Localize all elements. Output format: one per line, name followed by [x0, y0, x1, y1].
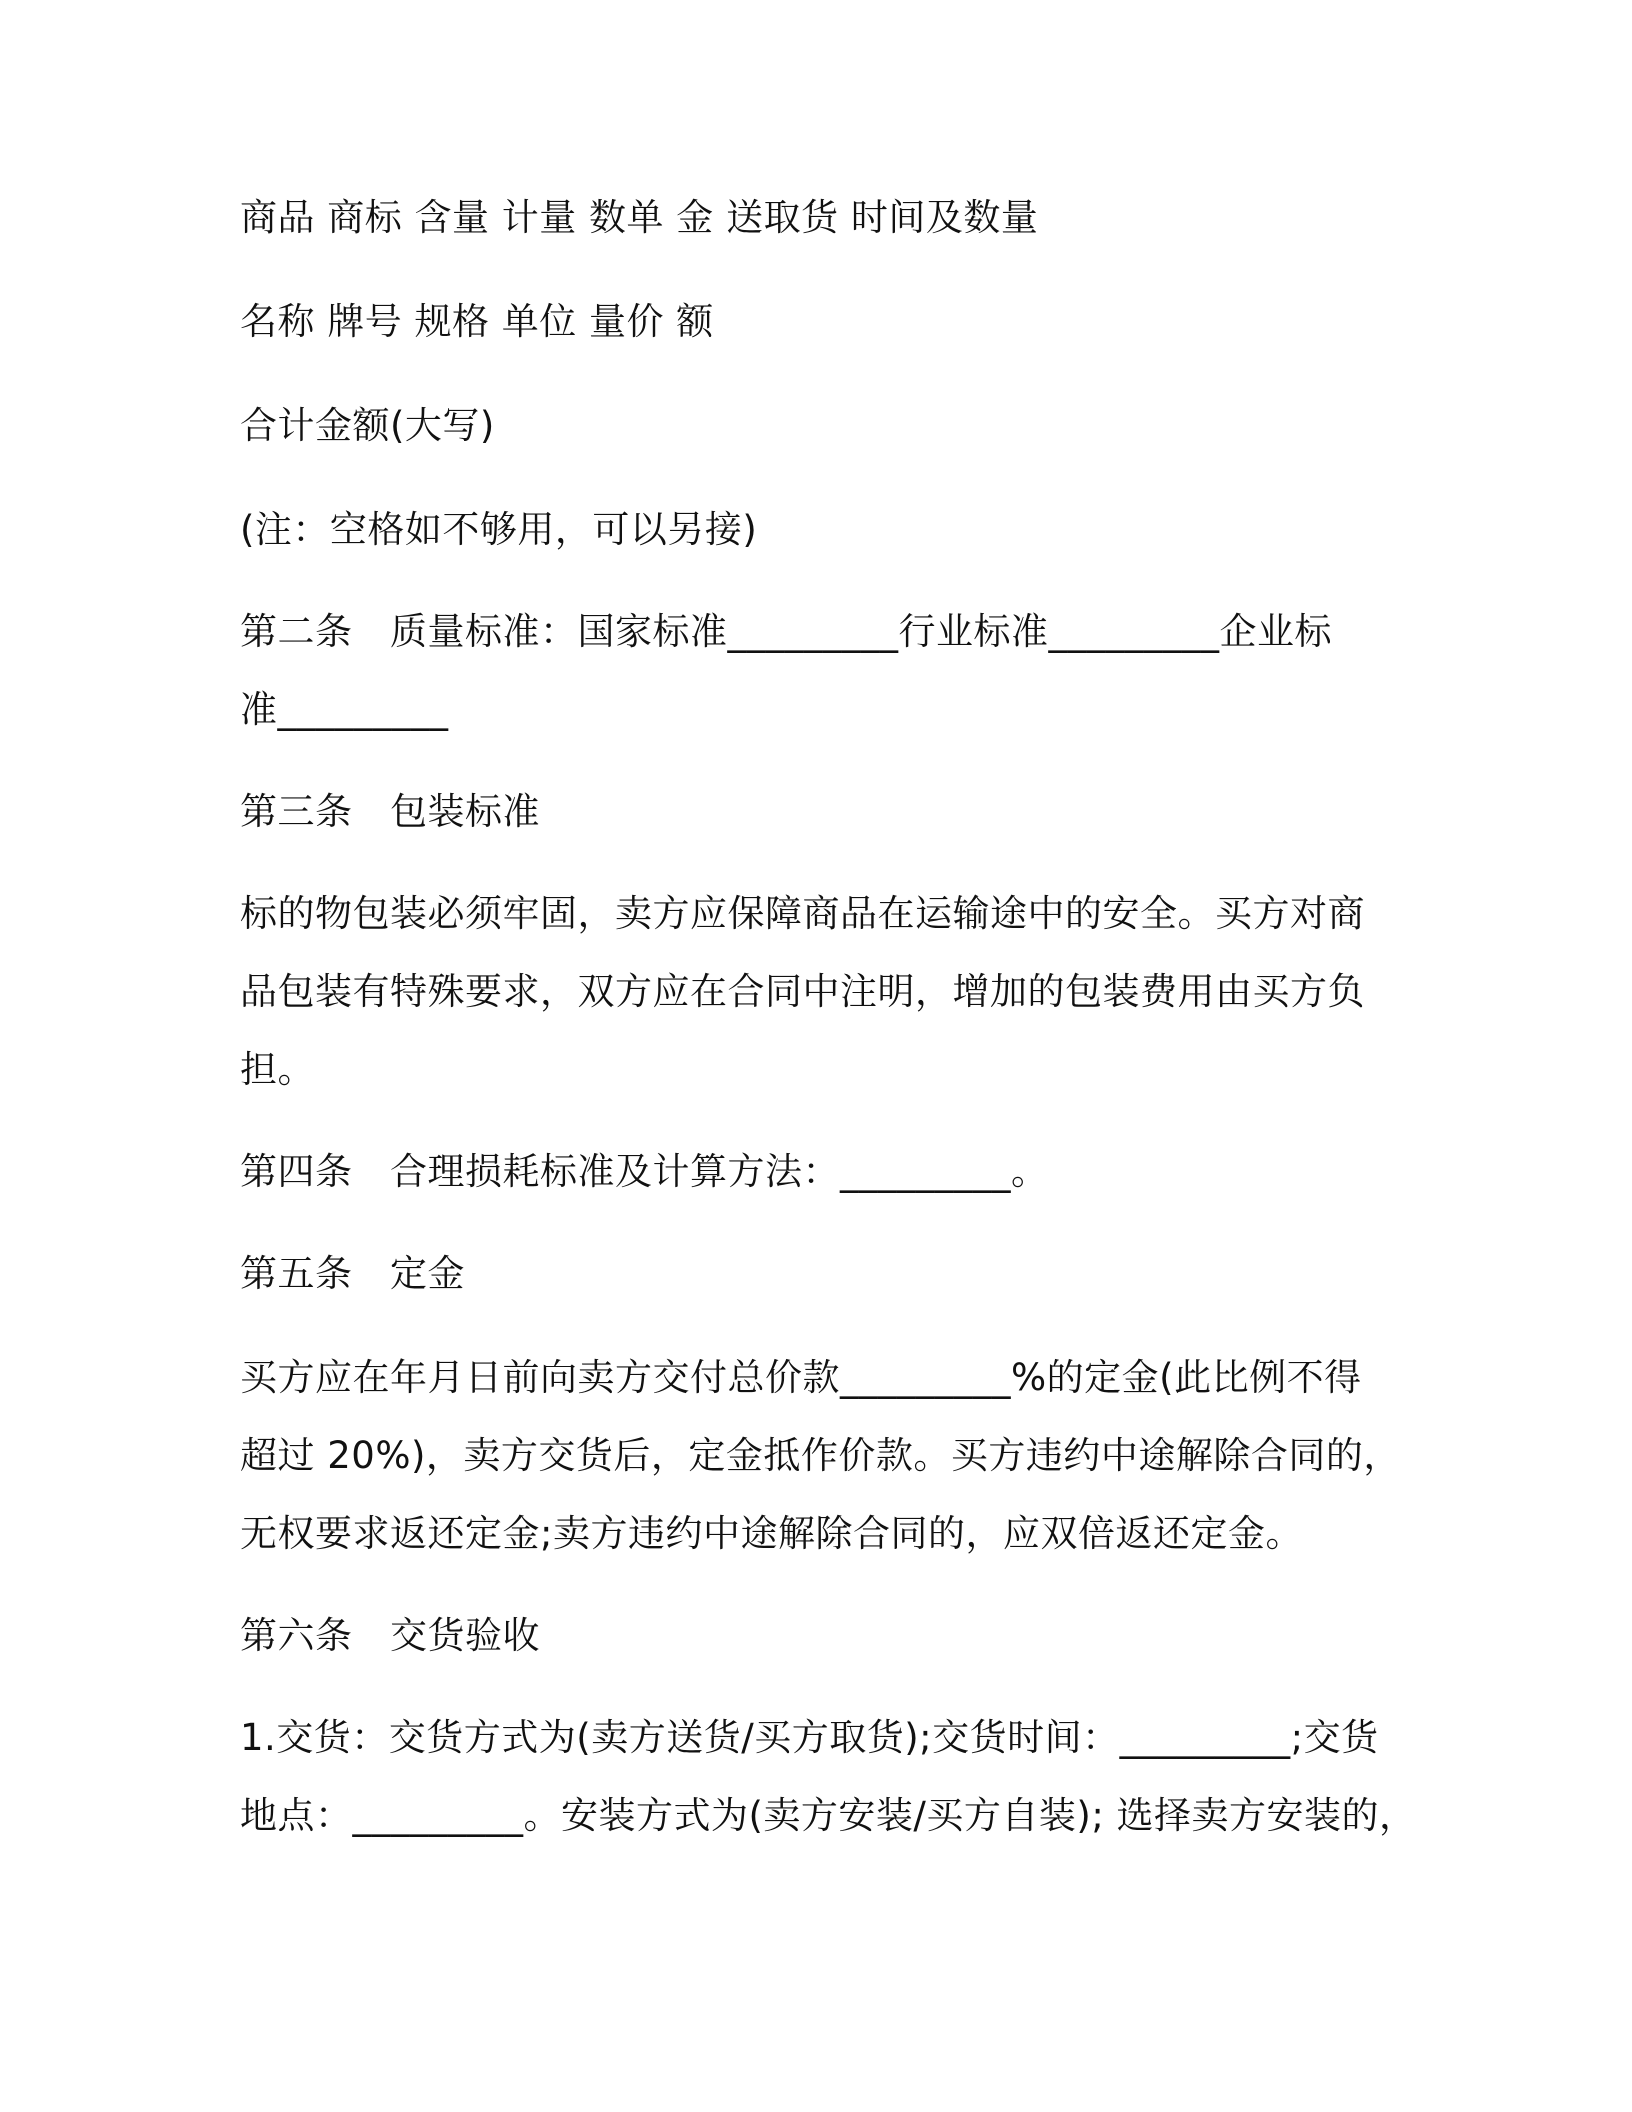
article-2-quality-standard: 第二条 质量标准：国家标准_________行业标准_________企业标 [240, 610, 1332, 653]
table-header-row-2: 名称 牌号 规格 单位 量价 额 [240, 300, 714, 343]
article-6-delivery-line-1: 1.交货：交货方式为(卖方送货/买方取货);交货时间：_________;交货 [240, 1716, 1379, 1759]
article-3-paragraph-line-2: 品包装有特殊要求，双方应在合同中注明，增加的包装费用由买方负 [240, 970, 1365, 1013]
table-header-row-1: 商品 商标 含量 计量 数单 金 送取货 时间及数量 [240, 196, 1039, 239]
article-4-loss-standard: 第四条 合理损耗标准及计算方法：_________。 [240, 1150, 1049, 1193]
article-3-heading: 第三条 包装标准 [240, 790, 540, 833]
article-5-paragraph-line-3: 无权要求返还定金;卖方违约中途解除合同的，应双倍返还定金。 [240, 1512, 1303, 1555]
article-3-paragraph-line-3: 担。 [240, 1048, 315, 1091]
note-line: (注：空格如不够用，可以另接) [240, 508, 758, 551]
article-2-continued: 准_________ [240, 688, 449, 731]
total-amount-label: 合计金额(大写) [240, 404, 495, 447]
article-3-paragraph-line-1: 标的物包装必须牢固，卖方应保障商品在运输途中的安全。买方对商 [240, 892, 1365, 935]
article-5-heading: 第五条 定金 [240, 1252, 465, 1295]
article-6-heading: 第六条 交货验收 [240, 1614, 540, 1657]
article-5-paragraph-line-2: 超过 20%)，卖方交货后，定金抵作价款。买方违约中途解除合同的， [240, 1434, 1401, 1477]
article-6-delivery-line-2: 地点：_________。安装方式为(卖方安装/买方自装); 选择卖方安装的， [240, 1794, 1417, 1837]
article-5-paragraph-line-1: 买方应在年月日前向卖方交付总价款_________%的定金(此比例不得 [240, 1356, 1362, 1399]
